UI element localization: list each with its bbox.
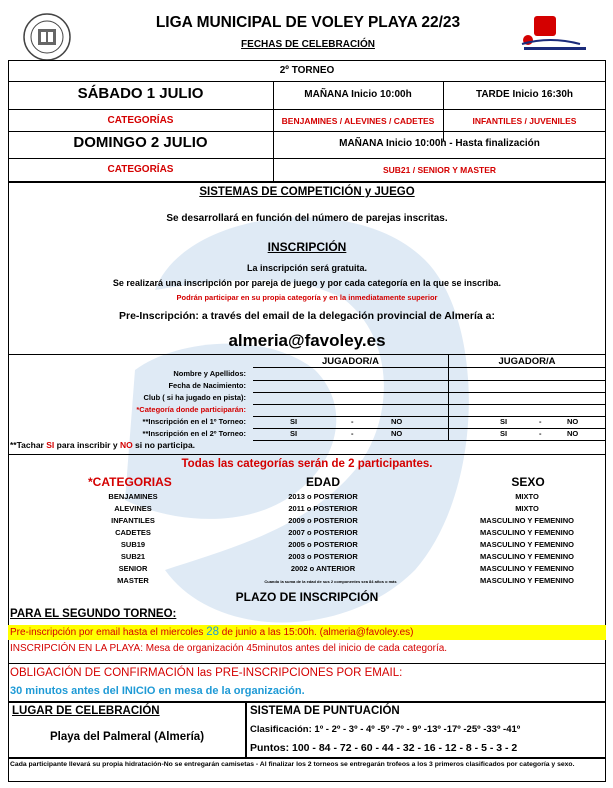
preinscripcion-deadline: Pre-inscripción por email hasta el miercoles 28 de junio a las 15:00h. (almeria@favoley.es) [8,625,606,640]
obligacion-text: OBLIGACIÓN DE CONFIRMACIÓN las PRE-INSCRIPCIONES POR EMAIL: [10,667,403,679]
category-row: CADETES 2007 o POSTERIOR MASCULINO Y FEMENINO [115,528,574,537]
sunday-cats: SUB21 / SENIOR Y MASTER [382,165,497,175]
t1-p1-si[interactable]: SI [290,417,298,426]
t1-p1-no[interactable]: NO [391,417,403,426]
saturday-afternoon: TARDE Inicio 16:30h [475,89,574,100]
page-subtitle: FECHAS DE CELEBRACIÓN [241,39,375,50]
plazo-title: PLAZO DE INSCRIPCIÓN [235,590,379,604]
puntos-text: Puntos: 100 - 84 - 72 - 60 - 44 - 32 - 16 - 12 - 8 - 5 - 3 - 2 [250,742,518,754]
inscripcion-playa: INSCRIPCIÓN EN LA PLAYA: Mesa de organización 45minutos antes del inicio de cada categoría. [10,643,448,654]
inscripcion-line3: Podrán participar en su propia categoría y en la inmediatamente superior [176,293,438,302]
saturday-cat-morning: BENJAMINES / ALEVINES / CADETES [281,116,435,126]
left-logo [22,12,72,62]
clasificacion-text: Clasificación: 1º - 2º - 3º - 4º -5º -7º - 9º -13º -17º -25º -33º -41º [250,724,521,735]
sexo-header: SEXO [511,475,545,489]
category-row: MASTER Cuando la suma de la edad de sus 2 componentes sea 84 años o más MASCULINO Y FEMENINO [117,576,574,585]
player1-header: JUGADOR/A [321,356,379,367]
form-row: *Categoría donde participarán: [136,405,246,414]
sunday-schedule: MAÑANA Inicio 10:00h - Hasta finalización [339,138,540,149]
right-logo [520,14,590,54]
sistemas-text: Se desarrollará en función del número de parejas inscritas. [166,213,448,224]
form-row: Club ( si ha jugado en pista): [143,393,246,402]
minutos-text: 30 minutos antes del INICIO en mesa de la organización. [10,685,305,697]
player2-header: JUGADOR/A [498,356,556,367]
inscripcion-title: INSCRIPCIÓN [267,240,347,254]
saturday-morning: MAÑANA Inicio 10:00h [304,89,412,100]
torneo-label: 2º TORNEO [279,65,335,76]
category-row: SUB21 2003 o POSTERIOR MASCULINO Y FEMENINO [120,552,574,561]
saturday-day: SÁBADO 1 JULIO [77,85,204,102]
inscripcion-line1: La inscripción será gratuita. [246,263,368,273]
cat-header: *CATEGORIAS [88,475,172,489]
t2-p1-no[interactable]: NO [391,429,403,438]
edad-header: EDAD [305,475,340,489]
lugar-title: LUGAR DE CELEBRACIÓN [12,705,160,717]
categorias-banner: Todas las categorías serán de 2 participantes. [181,458,433,470]
puntuacion-title: SISTEMA DE PUNTUACIÓN [250,705,400,717]
form-row: Fecha de Nacimiento: [168,381,246,390]
form-row: **Inscripción en el 1º Torneo: SI - NO SI - NO [142,417,579,426]
sunday-cat-label: CATEGORÍAS [107,164,174,175]
lugar-place: Playa del Palmeral (Almería) [49,731,205,743]
document-sheet [8,8,606,782]
category-row: ALEVINES 2011 o POSTERIOR MIXTO [114,504,539,513]
form-note: **Tachar SI para inscribir y NO si no participa. [10,440,196,450]
category-row: BENJAMINES 2013 o POSTERIOR MIXTO [108,492,539,501]
page-title: LIGA MUNICIPAL DE VOLEY PLAYA 22/23 [155,14,461,31]
t1-p2-si[interactable]: SI [500,417,508,426]
saturday-cat-afternoon: INFANTILES / JUVENILES [472,116,577,126]
sistemas-title: SISTEMAS DE COMPETICIÓN y JUEGO [199,186,415,198]
segundo-torneo: PARA EL SEGUNDO TORNEO: [10,608,177,620]
t2-p2-si[interactable]: SI [500,429,508,438]
category-row: INFANTILES 2009 o POSTERIOR MASCULINO Y FEMENINO [111,516,574,525]
footer-note: Cada participante llevará su propia hidratación-No se entregarán camisetas - Al finalizar los 2 torneos se entregarán trofeos a los 3 primeros clasificados por categoría y sexo. [10,761,575,768]
form-row: **Inscripción en el 2º Torneo: SI - NO SI - NO [142,429,579,438]
email-address[interactable]: almeria@favoley.es [228,331,386,350]
form-row: Nombre y Apellidos: [173,369,246,378]
category-row: SUB19 2005 o POSTERIOR MASCULINO Y FEMENINO [120,540,574,549]
preinscripcion-text: Pre-Inscripción: a través del email de la delegación provincial de Almería a: [118,310,495,322]
inscripcion-line2: Se realizará una inscripción por pareja de juego y por cada categoría en la que se inscriba. [112,278,502,288]
t2-p1-si[interactable]: SI [290,429,298,438]
sunday-day: DOMINGO 2 JULIO [73,134,208,151]
t2-p2-no[interactable]: NO [567,429,579,438]
category-row: SENIOR 2002 o ANTERIOR MASCULINO Y FEMENINO [118,564,574,573]
saturday-cat-label: CATEGORÍAS [107,115,174,126]
t1-p2-no[interactable]: NO [567,417,579,426]
